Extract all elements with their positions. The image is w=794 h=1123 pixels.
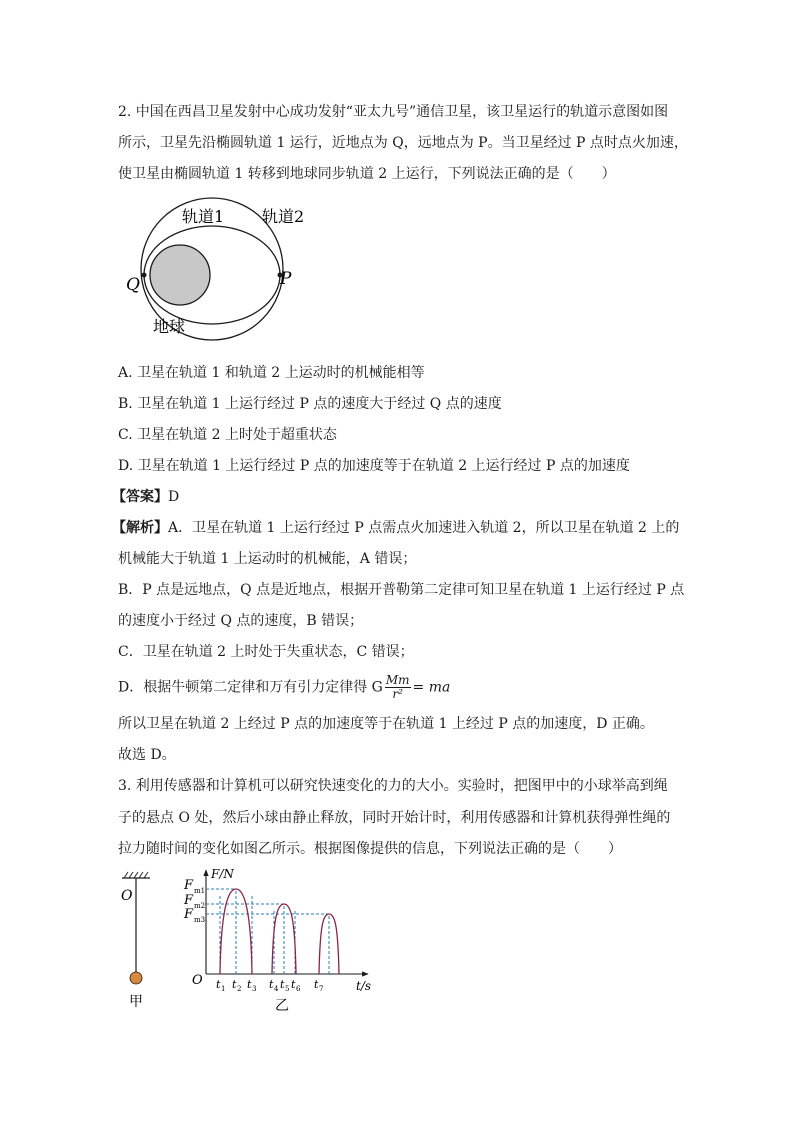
svg-text:t: t <box>291 978 296 991</box>
t4-tick-label <box>269 978 279 993</box>
t3-tick-label <box>247 978 256 993</box>
orbit-2-label: 轨道2 <box>262 207 305 226</box>
analysis-text-1: A．卫星在轨道 1 上运行经过 P 点需点火加速进入轨道 2，所以卫星在轨道 2 上的 <box>168 520 680 536</box>
option-c: C. 卫星在轨道 2 上时处于超重状态 <box>118 427 337 443</box>
t6-tick-label <box>291 978 301 993</box>
point-q-label: Q <box>126 275 140 295</box>
analysis-line-3: B．P 点是远地点，Q 点是近地点，根据开普勒第二定律可知卫星在轨道 1 上运行经过 P 点 <box>118 582 685 598</box>
svg-text:t: t <box>216 978 221 991</box>
point-p-label: P <box>280 269 292 289</box>
t1-tick-label <box>216 978 225 993</box>
fm1-label: F <box>184 878 194 893</box>
fraction-denominator: r² <box>392 687 403 701</box>
orbit-diagram <box>120 196 320 346</box>
fraction-numerator: Mm <box>385 673 410 687</box>
fm1-sub: m1 <box>194 887 206 895</box>
q2-line-3: 使卫星由椭圆轨道 1 转移到地球同步轨道 2 上运行，下列说法正确的是（ ） <box>118 166 616 182</box>
point-o-label: O <box>121 888 133 904</box>
svg-text:t: t <box>314 978 319 991</box>
analysis-line-4: 的速度小于经过 Q 点的速度，B 错误； <box>118 613 364 629</box>
analysis-line-6 <box>118 674 450 701</box>
svg-text:7: 7 <box>319 985 324 993</box>
svg-text:6: 6 <box>296 985 301 993</box>
svg-text:t: t <box>269 978 274 991</box>
analysis-line-2: 机械能大于轨道 1 上运动时的机械能，A 错误； <box>118 551 417 567</box>
fm3-sub: m3 <box>194 916 206 924</box>
analysis-line-7: 所以卫星在轨道 2 上经过 P 点的加速度等于在轨道 1 上经过 P 点的加速度，D 正确。 <box>118 716 654 732</box>
q3-line-2: 子的悬点 O 处，然后小球由静止释放，同时开始计时，利用传感器和计算机获得弹性绳的 <box>118 810 671 826</box>
option-b: B. 卫星在轨道 1 上运行经过 P 点的速度大于经过 Q 点的速度 <box>118 396 502 412</box>
svg-text:2: 2 <box>237 985 242 993</box>
analysis-line-1 <box>112 518 679 538</box>
fm2-sub: m2 <box>194 902 206 910</box>
analysis-text-6: D．根据牛顿第二定律和万有引力定律得 G <box>118 679 383 696</box>
svg-text:1: 1 <box>221 985 226 993</box>
figure-jia <box>118 868 158 1018</box>
q3-line-1: 3. 利用传感器和计算机可以研究快速变化的力的大小。实验时，把图甲中的小球举高到绳 <box>118 778 668 794</box>
q3-line-3: 拉力随时间的变化如图乙所示。根据图像提供的信息，下列说法正确的是（ ） <box>118 841 622 857</box>
earth-label: 地球 <box>153 317 186 336</box>
answer-tag: 【答案】 <box>112 489 168 505</box>
y-axis-label: F/N <box>211 867 234 881</box>
analysis-tag: 【解析】 <box>112 520 168 536</box>
caption-yi: 乙 <box>275 998 289 1014</box>
x-axis-label: t/s <box>356 979 372 993</box>
option-a: A. 卫星在轨道 1 和轨道 2 上运动时的机械能相等 <box>118 365 425 381</box>
fm3-label: F <box>184 907 194 922</box>
caption-jia: 甲 <box>129 994 143 1010</box>
point-q-dot <box>142 273 147 278</box>
q2-line-1: 2. 中国在西昌卫星发射中心成功发射“亚太九号”通信卫星，该卫星运行的轨道示意图如图 <box>118 104 669 120</box>
svg-text:t: t <box>232 978 237 991</box>
analysis-line-8: 故选 D。 <box>118 747 176 763</box>
ball <box>130 972 142 984</box>
svg-text:4: 4 <box>274 985 279 993</box>
earth-circle <box>150 245 210 305</box>
analysis-line-5: C．卫星在轨道 2 上时处于失重状态，C 错误； <box>118 644 414 660</box>
origin-label: O <box>192 973 203 988</box>
q2-line-2: 所示，卫星先沿椭圆轨道 1 运行，近地点为 Q，远地点为 P。当卫星经过 P 点时点火加速， <box>118 135 688 151</box>
svg-text:t: t <box>280 978 285 991</box>
orbit-1-label: 轨道1 <box>182 207 225 226</box>
svg-text:5: 5 <box>285 985 290 993</box>
answer-value: D <box>168 489 180 505</box>
formula-rhs: = ma <box>412 679 451 696</box>
fm2-label: F <box>184 893 194 908</box>
svg-text:3: 3 <box>252 985 257 993</box>
answer-line <box>112 487 179 507</box>
figure-yi <box>178 864 378 1019</box>
t7-tick-label <box>314 978 323 993</box>
t5-tick-label <box>280 978 289 993</box>
t2-tick-label <box>232 978 241 993</box>
gravity-fraction <box>385 674 411 701</box>
svg-text:t: t <box>247 978 252 991</box>
ceiling-hatch <box>124 872 148 878</box>
option-d: D. 卫星在轨道 1 上运行经过 P 点的加速度等于在轨道 2 上运行经过 P 点的加速度 <box>118 458 630 474</box>
